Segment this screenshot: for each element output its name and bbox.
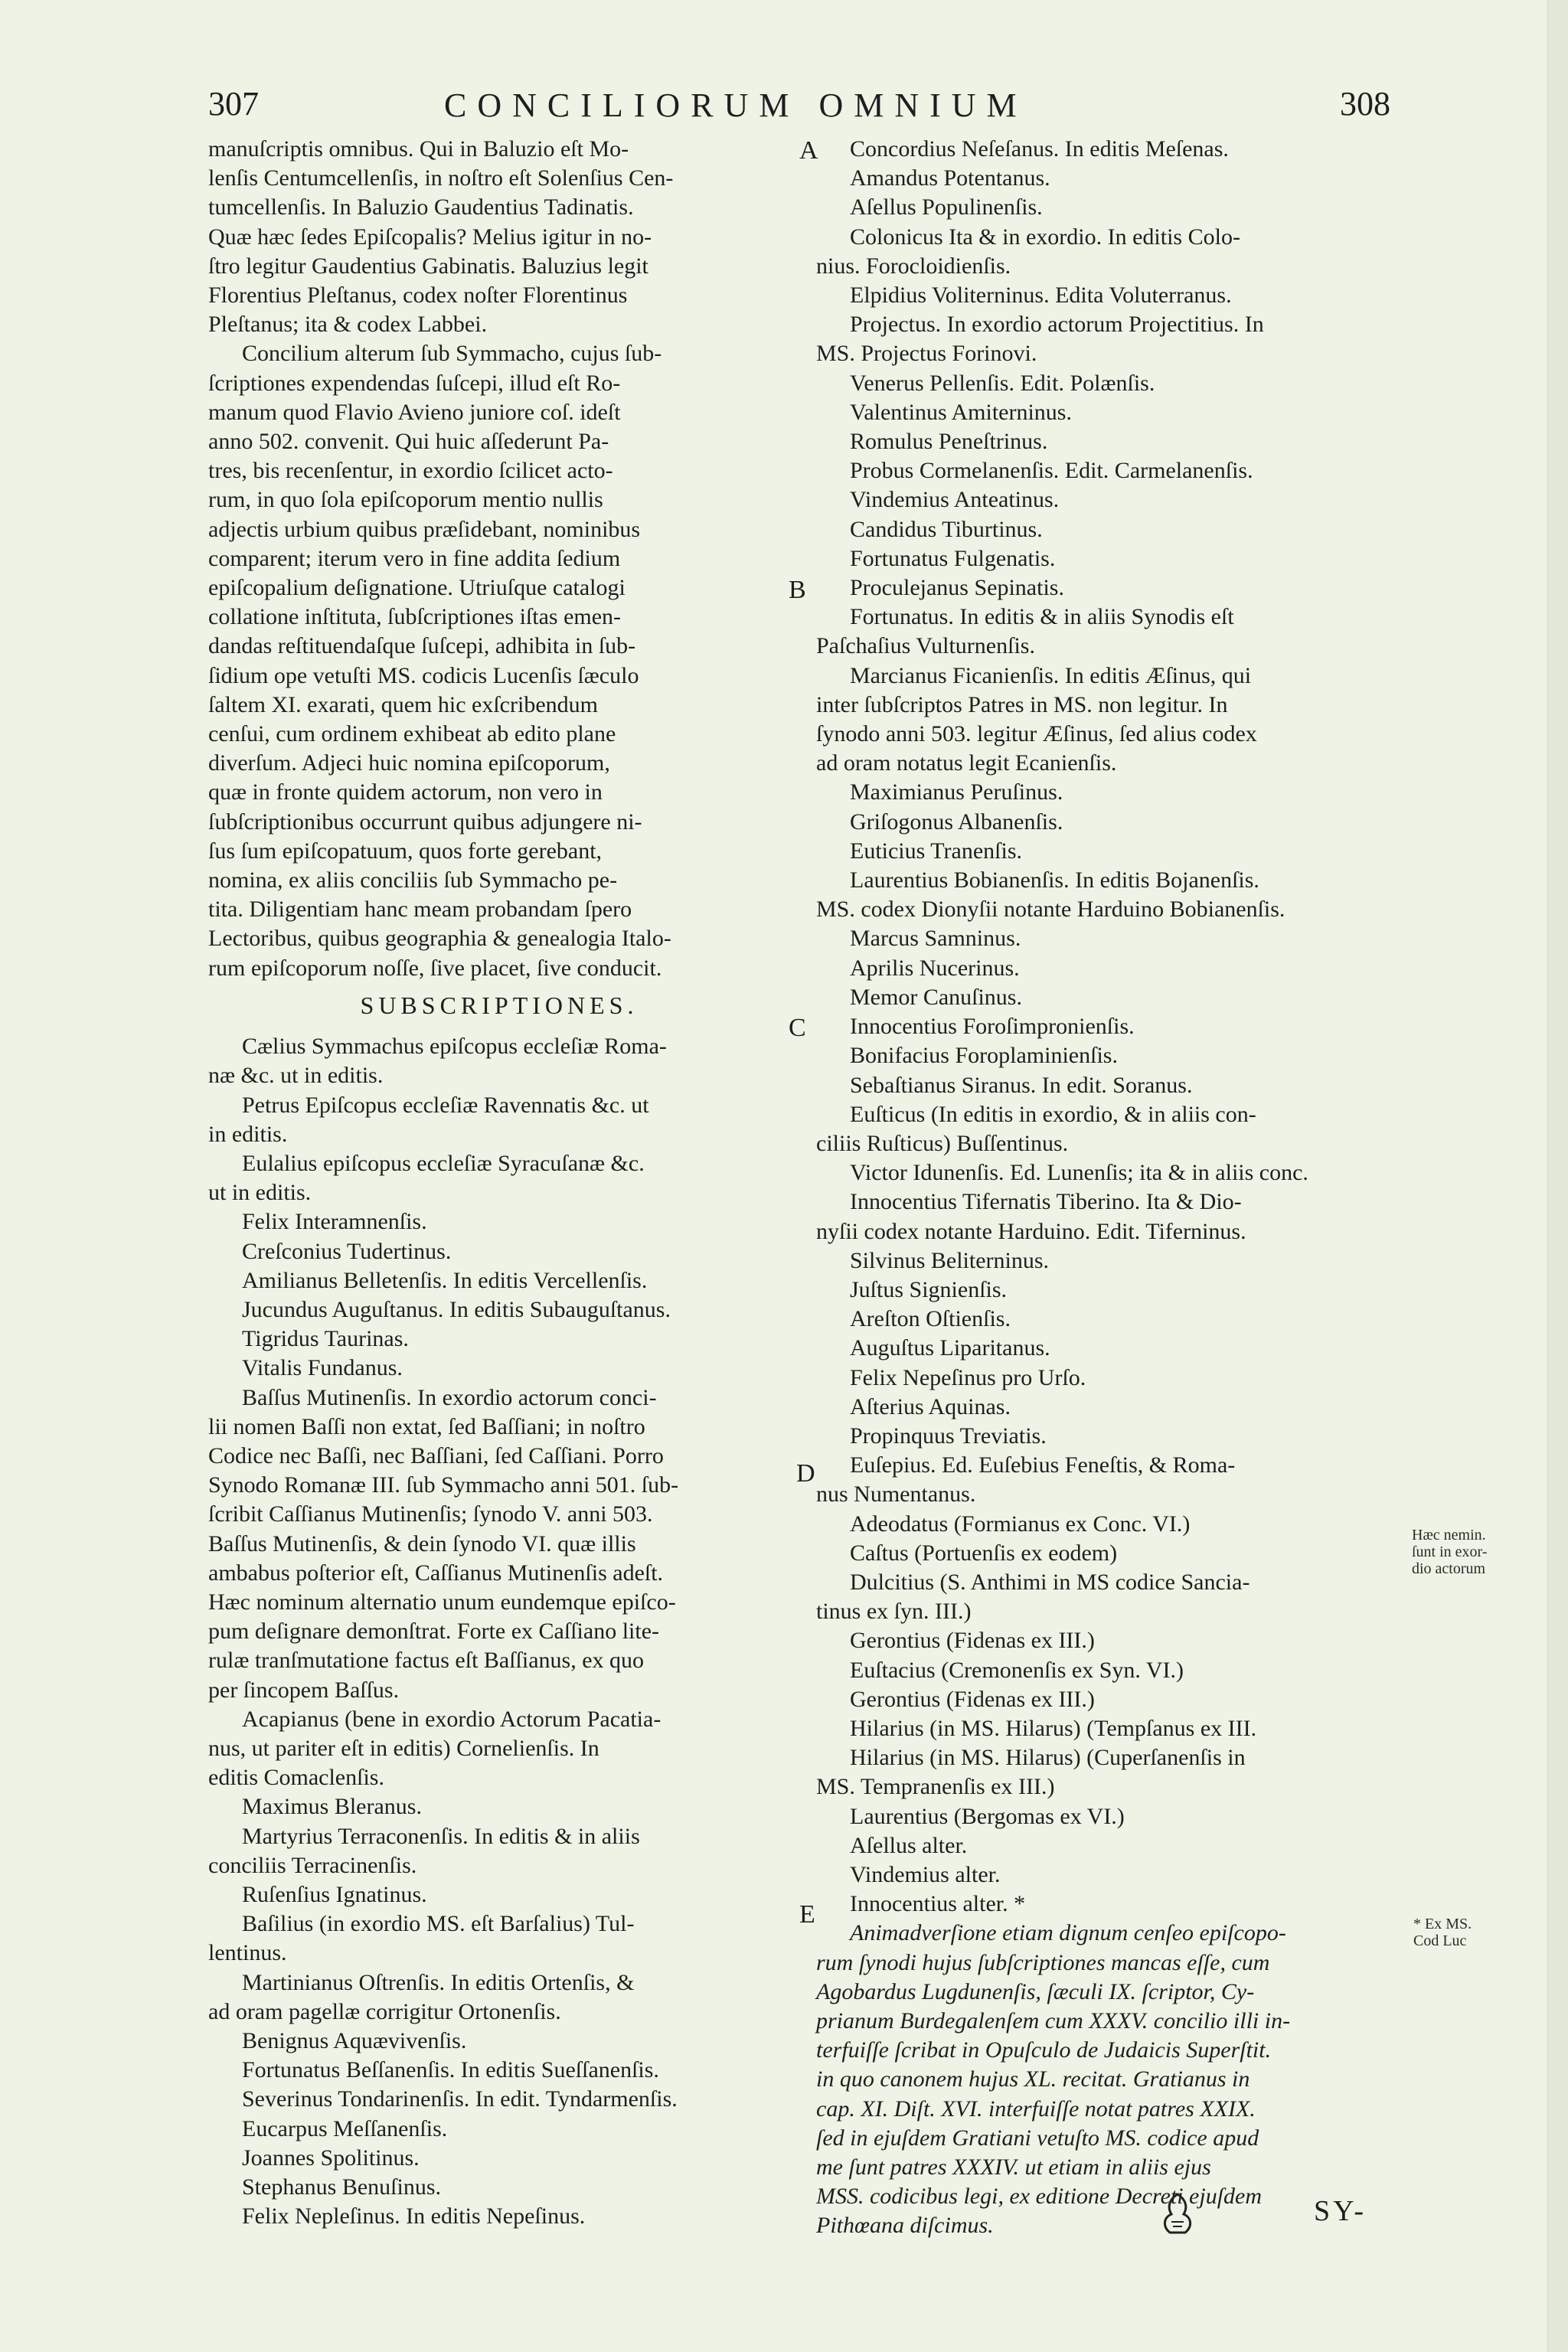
running-title: CONCILIORUM OMNIUM — [444, 87, 1027, 124]
text-line: collatione inſtituta, ſubſcriptiones iſtas emen- — [208, 604, 622, 630]
commentary-paragraph — [208, 339, 790, 982]
subscription-entry: Proculejanus Sepinatis. — [850, 575, 1064, 601]
text-line: dandas reſtituendaſque ſuſcepi, adhibita in ſub- — [208, 633, 636, 659]
subscription-entry: Griſogonus Albanenſis. — [850, 808, 1063, 835]
text-line: rum epiſcoporum noſſe, ſive placet, ſive conducit. — [208, 955, 662, 981]
subscription-entry: nius. Forocloidienſis. — [816, 253, 1011, 279]
subscription-entry: Joannes Spolitinus. — [242, 2145, 420, 2171]
subscription-entry: Amandus Potentanus. — [850, 165, 1050, 191]
note-line: rum ſynodi hujus ſubſcriptiones mancas eſſe, cum — [816, 1949, 1270, 1975]
note-line: MSS. codicibus legi, ex editione Decreti ejuſdem — [816, 2184, 1263, 2210]
text-line: Quæ hæc ſedes Epiſcopalis? Melius igitur in no- — [208, 224, 652, 250]
text-line: Concilium alterum ſub Symmacho, cujus ſub- — [242, 341, 662, 367]
margin-note-line: * Ex MS. — [1413, 1916, 1472, 1932]
subscription-entry: Creſconius Tudertinus. — [242, 1238, 452, 1264]
subscription-entry: Auguſtus Liparitanus. — [850, 1335, 1050, 1361]
subscription-entry: Maximus Bleranus. — [242, 1794, 422, 1820]
margin-note-ms — [1413, 1916, 1472, 1949]
text-line: quæ in fronte quidem actorum, non vero in — [208, 779, 603, 805]
section-marker-a: A — [799, 136, 818, 165]
subscription-entry: ſynodo anni 503. legitur Æſinus, ſed alius codex — [816, 721, 1257, 747]
subscription-entry: næ &c. ut in editis. — [208, 1063, 384, 1089]
subscription-entry: Concordius Neſeſanus. In editis Meſenas. — [850, 136, 1229, 162]
subscription-entry: in editis. — [208, 1121, 288, 1147]
text-line: adjectis urbium quibus præſidebant, nominibus — [208, 516, 641, 542]
subscription-entry: Marcianus Ficanienſis. In editis Æſinus, qui — [850, 662, 1252, 688]
text-line: lenſis Centumcellenſis, in noſtro eſt Solenſius Cen- — [208, 165, 674, 191]
subscription-entry: Paſchaſius Vulturnenſis. — [816, 633, 1035, 659]
subscription-entry: Stephanus Benuſinus. — [242, 2174, 441, 2200]
catchword: SY- — [1314, 2195, 1367, 2227]
margin-note-line: ſunt in exor- — [1412, 1544, 1488, 1560]
text-line: anno 502. convenit. Qui huic aſſederunt Pa- — [208, 429, 609, 455]
subscription-entry: editis Comaclenſis. — [208, 1765, 384, 1791]
subscription-entry: Vindemius Anteatinus. — [850, 487, 1060, 513]
subscription-entry: Juſtus Signienſis. — [850, 1276, 1008, 1302]
subscription-entry: Innocentius alter. * — [850, 1891, 1026, 1917]
subscription-entry: Victor Idunenſis. Ed. Lunenſis; ita & in aliis conc. — [850, 1160, 1308, 1186]
subscription-entry: Euticius Tranenſis. — [850, 838, 1023, 864]
subscription-entry: ambabus poſterior eſt, Caſſianus Mutinenſis adeſt. — [208, 1560, 664, 1586]
text-line: ſcriptiones expendendas ſuſcepi, illud eſt Ro- — [208, 370, 621, 396]
subscription-entry: Sebaſtianus Siranus. In edit. Soranus. — [850, 1072, 1193, 1098]
page-number-left: 307 — [208, 85, 259, 122]
subscription-list-continued — [816, 135, 1413, 1919]
subscription-entry: Acapianus (bene in exordio Actorum Pacatia- — [242, 1706, 662, 1732]
text-line: manum quod Flavio Avieno juniore coſ. ideſt — [208, 399, 621, 425]
text-line: nomina, ex aliis conciliis ſub Symmacho pe- — [208, 867, 618, 893]
text-line: ſubſcriptionibus occurrunt quibus adjungere ni- — [208, 808, 642, 835]
subscription-entry: Memor Canuſinus. — [850, 984, 1022, 1010]
subscription-entry: Projectus. In exordio actorum Projectitius. In — [850, 312, 1264, 338]
subscription-entry: Fortunatus. In editis & in aliis Synodis eſt — [850, 604, 1234, 630]
text-line: ſtro legitur Gaudentius Gabinatis. Baluzius legit — [208, 253, 648, 279]
subscription-entry: Aſterius Aquinas. — [850, 1393, 1011, 1419]
subscription-entry: ut in editis. — [208, 1180, 312, 1206]
subscription-entry: Synodo Romanæ III. ſub Symmacho anni 501. ſub- — [208, 1472, 679, 1498]
text-line: ſidium ope vetuſti MS. codicis Lucenſis ſæculo — [208, 662, 639, 688]
page-edge — [1547, 0, 1568, 2352]
subscription-entry: Laurentius (Bergomas ex VI.) — [850, 1803, 1125, 1829]
printer-ornament-icon — [1156, 2191, 1199, 2237]
subscription-entry: Silvinus Beliterninus. — [850, 1247, 1050, 1273]
subscription-entry: nus, ut pariter eſt in editis) Cornelienſis. In — [208, 1735, 599, 1761]
subscription-entry: Martyrius Terraconenſis. In editis & in aliis — [242, 1823, 640, 1849]
note-line: cap. XI. Diſt. XVI. interfuiſſe notat patres XXIX. — [816, 2096, 1256, 2122]
subscription-entry: Probus Cormelanenſis. Edit. Carmelanenſis. — [850, 458, 1253, 484]
subscription-entry: Caſtus (Portuenſis ex eodem) — [850, 1540, 1118, 1566]
section-marker-b: B — [789, 576, 806, 604]
note-line: prianum Burdegalenſem cum XXXV. concilio illi in- — [816, 2008, 1291, 2034]
subscription-entry: nus Numentanus. — [816, 1481, 976, 1508]
subscription-entry: Baſſus Mutinenſis, & dein ſynodo VI. quæ illis — [208, 1530, 636, 1557]
subscription-entry: Severinus Tondarinenſis. In edit. Tyndarmenſis. — [242, 2086, 678, 2112]
subscription-entry: MS. Projectus Forinovi. — [816, 341, 1037, 367]
subscription-entry: Aprilis Nucerinus. — [850, 955, 1020, 981]
section-marker-c: C — [789, 1014, 806, 1042]
text-line: Florentius Pleſtanus, codex noſter Florentinus — [208, 283, 628, 309]
subscription-entry: Venerus Pellenſis. Edit. Polænſis. — [850, 370, 1155, 396]
subscription-entry: pum deſignare demonſtrat. Forte ex Caſſiano lite- — [208, 1619, 659, 1645]
subscription-entry: Valentinus Amiterninus. — [850, 399, 1072, 425]
text-line: tumcellenſis. In Baluzio Gaudentius Tadinatis. — [208, 194, 634, 220]
subscription-entry: Euſepius. Ed. Euſebius Feneſtis, & Roma- — [850, 1452, 1236, 1478]
subscription-entry: nyſii codex notante Harduino. Edit. Tiferninus. — [816, 1218, 1246, 1244]
note-line: ſed in ejuſdem Gratiani vetuſto MS. codice apud — [816, 2125, 1259, 2151]
subscription-entry: Laurentius Bobianenſis. In editis Bojanenſis. — [850, 867, 1259, 893]
note-line: Agobardus Lugdunenſis, ſæculi IX. ſcriptor, Cy- — [816, 1978, 1255, 2004]
right-column — [816, 135, 1413, 2241]
subscription-entry: Dulcitius (S. Anthimi in MS codice Sancia- — [850, 1569, 1250, 1595]
subscription-entry: Areſton Oſtienſis. — [850, 1306, 1011, 1332]
text-line: comparent; iterum vero in fine addita ſedium — [208, 545, 621, 571]
subscription-entry: Hæc nominum alternatio unum eundemque epiſco- — [208, 1589, 676, 1615]
text-line: Lectoribus, quibus geographia & genealogia Italo- — [208, 926, 671, 952]
subscription-entry: Adeodatus (Formianus ex Conc. VI.) — [850, 1511, 1191, 1537]
text-line: rum, in quo ſola epiſcoporum mentio nullis — [208, 487, 603, 513]
subscription-entry: Vitalis Fundanus. — [242, 1355, 403, 1381]
subscription-entry: Aſellus alter. — [850, 1832, 968, 1858]
text-line: manuſcriptis omnibus. Qui in Baluzio eſt Mo- — [208, 136, 629, 162]
subscription-entry: MS. Tempranenſis ex III.) — [816, 1774, 1055, 1800]
subscription-entry: Euſticus (In editis in exordio, & in aliis con- — [850, 1101, 1256, 1127]
subscription-entry: Eucarpus Meſſanenſis. — [242, 2115, 448, 2141]
subscription-entry: Fortunatus Beſſanenſis. In editis Sueſſanenſis. — [242, 2057, 659, 2083]
subscription-entry: Baſſus Mutinenſis. In exordio actorum conci- — [242, 1384, 657, 1410]
footnote-animadversio — [816, 1919, 1413, 2240]
subscription-entry: Ruſenſius Ignatinus. — [242, 1881, 427, 1907]
text-line: epiſcopalium deſignatione. Utriuſque catalogi — [208, 575, 626, 601]
margin-note-nemin — [1412, 1527, 1487, 1577]
subscription-entry: Felix Interamnenſis. — [242, 1209, 427, 1235]
text-line: ſaltem XI. exarati, quem hic exſcribendum — [208, 691, 598, 717]
subscription-entry: lentinus. — [208, 1940, 287, 1966]
subscription-entry: Tigridus Taurinas. — [242, 1326, 409, 1352]
note-line: me ſunt patres XXXIV. ut etiam in aliis ejus — [816, 2154, 1211, 2180]
subscription-entry: Eulalius epiſcopus eccleſiæ Syracuſanæ &c. — [242, 1150, 645, 1176]
subscription-entry: Gerontius (Fidenas ex III.) — [850, 1686, 1095, 1712]
text-line: tres, bis recenſentur, in exordio ſcilicet acto- — [208, 458, 613, 484]
subscription-entry: Felix Nepleſinus. In editis Nepeſinus. — [242, 2203, 586, 2230]
subscription-entry: Maximianus Peruſinus. — [850, 779, 1063, 805]
text-line: ſus ſum epiſcopatuum, quos forte gerebant, — [208, 838, 603, 864]
subscription-entry: Petrus Epiſcopus eccleſiæ Ravennatis &c. ut — [242, 1092, 649, 1118]
subscription-entry: Felix Nepeſinus pro Urſo. — [850, 1364, 1086, 1390]
subscription-entry: Benignus Aquævivenſis. — [242, 2028, 467, 2053]
subscription-entry: tinus ex ſyn. III.) — [816, 1599, 972, 1625]
subscription-entry: Vindemius alter. — [850, 1861, 1001, 1887]
subscription-entry: Martinianus Oſtrenſis. In editis Ortenſis, & — [242, 1969, 635, 1995]
subscription-entry: Elpidius Voliterninus. Edita Voluterranus. — [850, 283, 1232, 309]
section-heading: SUBSCRIPTIONES. — [360, 991, 639, 1019]
subscription-entry: ad oram pagellæ corrigitur Ortonenſis. — [208, 1998, 561, 2024]
text-line: Pleſtanus; ita & codex Labbei. — [208, 312, 488, 338]
subscription-entry: Innocentius Tifernatis Tiberino. Ita & Dio- — [850, 1189, 1242, 1215]
subscription-entry: Hilarius (in MS. Hilarus) (Cuperſanenſis in — [850, 1745, 1246, 1771]
margin-note-line: dio actorum — [1412, 1560, 1486, 1577]
subscription-entry: Marcus Samninus. — [850, 926, 1021, 952]
subscription-entry: Candidus Tiburtinus. — [850, 516, 1043, 542]
subscription-entry: Romulus Peneſtrinus. — [850, 429, 1048, 455]
section-marker-d: D — [796, 1459, 815, 1488]
note-line: Pithœana diſcimus. — [816, 2213, 994, 2239]
subscription-entry: Fortunatus Fulgenatis. — [850, 545, 1056, 571]
section-marker-e: E — [799, 1900, 815, 1929]
text-line: cenſui, cum ordinem exhibeat ab edito plane — [208, 721, 616, 747]
subscription-entry: Gerontius (Fidenas ex III.) — [850, 1628, 1095, 1654]
intro-text — [208, 135, 790, 339]
subscription-entry: ſcribit Caſſianus Mutinenſis; ſynodo V. anni 503. — [208, 1501, 653, 1527]
subscription-list — [208, 1032, 790, 2231]
subscription-entry: Colonicus Ita & in exordio. In editis Colo- — [850, 224, 1240, 250]
subscription-entry: Codice nec Baſſi, nec Baſſiani, ſed Caſſiani. Porro — [208, 1442, 664, 1468]
subscription-entry: conciliis Terracinenſis. — [208, 1852, 417, 1878]
subscription-entry: Cælius Symmachus epiſcopus eccleſiæ Roma- — [242, 1034, 667, 1060]
text-line: tita. Diligentiam hanc meam probandam ſpero — [208, 897, 632, 923]
left-column — [208, 135, 790, 2231]
subscription-entry: inter ſubſcriptos Patres in MS. non legitur. In — [816, 691, 1228, 717]
subscription-entry: Jucundus Auguſtanus. In editis Subauguſtanus. — [242, 1296, 671, 1322]
subscription-entry: Bonifacius Foroplaminienſis. — [850, 1043, 1118, 1069]
margin-note-line: Hæc nemin. — [1412, 1527, 1486, 1544]
subscription-entry: Euſtacius (Cremonenſis ex Syn. VI.) — [850, 1657, 1184, 1683]
page-number-right: 308 — [1340, 85, 1390, 122]
subscription-entry: MS. codex Dionyſii notante Harduino Bobianenſis. — [816, 897, 1285, 923]
subscription-entry: ciliis Ruſticus) Buſſentinus. — [816, 1130, 1069, 1156]
subscription-entry: rulæ tranſmutatione factus eſt Baſſianus, ex quo — [208, 1648, 645, 1674]
subscription-entry: Propinquus Treviatis. — [850, 1423, 1047, 1449]
subscription-entry: Hilarius (in MS. Hilarus) (Tempſanus ex III. — [850, 1715, 1257, 1741]
note-line: terfuiſſe ſcribat in Opuſculo de Judaicis Superſtit. — [816, 2037, 1272, 2063]
subscription-entry: Amilianus Belletenſis. In editis Vercellenſis. — [242, 1267, 648, 1293]
subscription-entry: per ſincopem Baſſus. — [208, 1677, 400, 1703]
margin-note-line: Cod Luc — [1413, 1932, 1467, 1949]
subscription-entry: ad oram notatus legit Ecanienſis. — [816, 750, 1117, 776]
subscription-entry: lii nomen Baſſi non extat, ſed Baſſiani; in noſtro — [208, 1413, 645, 1439]
text-line: diverſum. Adjeci huic nomina epiſcoporum, — [208, 750, 610, 776]
note-line: Animadverſione etiam dignum cenſeo epiſcopo- — [850, 1920, 1286, 1946]
subscription-entry: Baſilius (in exordio MS. eſt Barſalius) Tul- — [242, 1911, 635, 1937]
subscription-entry: Innocentius Foroſimpronienſis. — [850, 1014, 1135, 1040]
subscription-entry: Aſellus Populinenſis. — [850, 194, 1043, 220]
note-line: in quo canonem hujus XL. recitat. Gratianus in — [816, 2066, 1250, 2092]
